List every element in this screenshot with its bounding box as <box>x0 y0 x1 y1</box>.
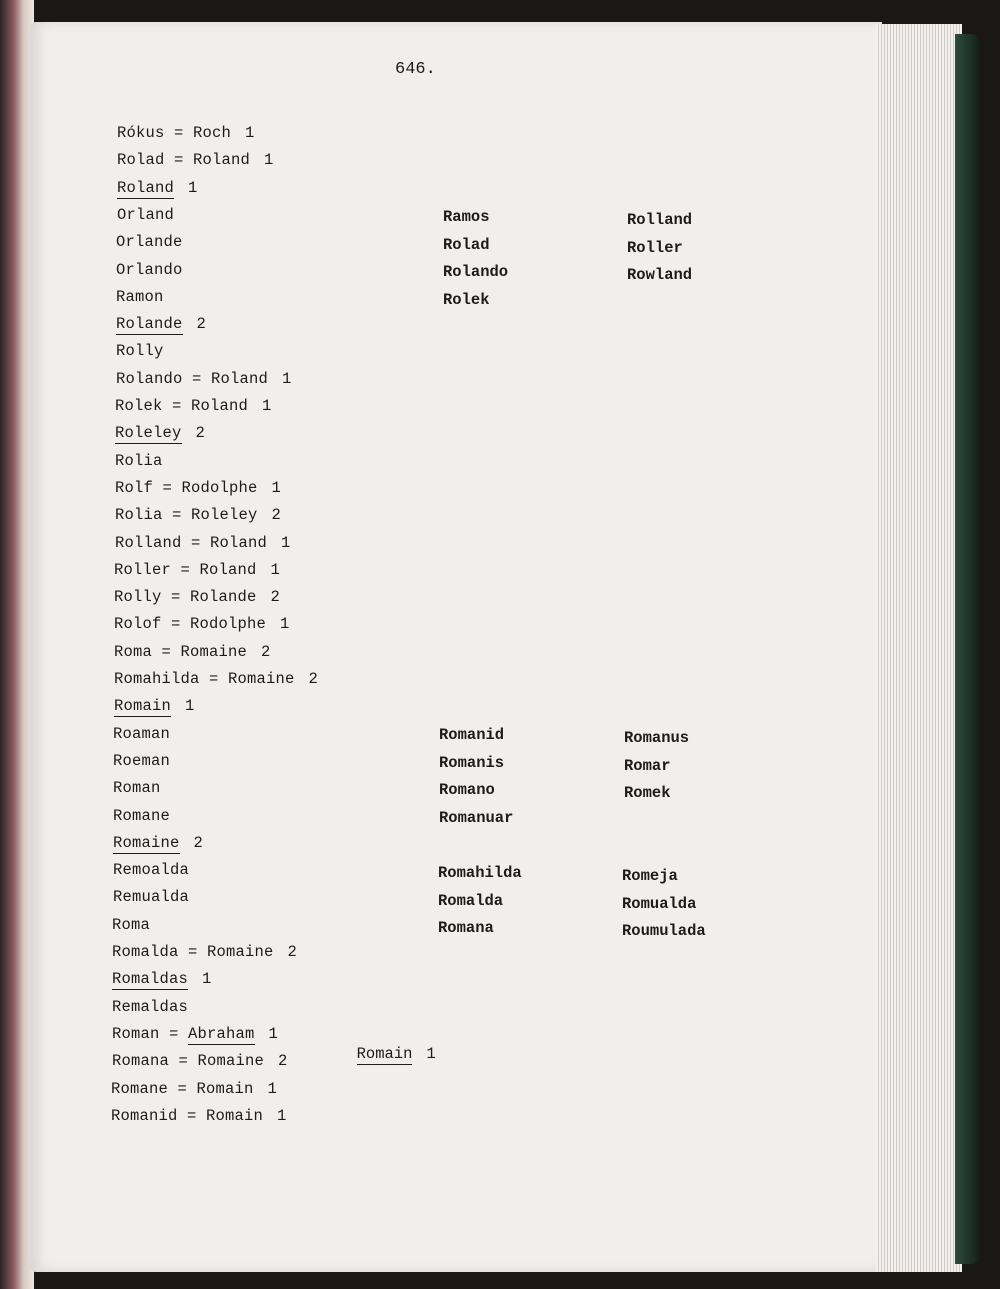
equals-sign: = <box>161 615 191 634</box>
entry-reference: Rodolphe <box>190 615 267 634</box>
entry-line <box>113 807 170 825</box>
entry-count: 2 <box>193 833 204 852</box>
entry-line <box>112 970 212 988</box>
entry-name: Romana <box>112 1052 170 1071</box>
variant-name: Ramos <box>443 208 490 226</box>
entry-line <box>114 643 271 661</box>
entry-line <box>115 397 272 415</box>
entry-name: Rókus <box>117 124 165 142</box>
entry-name: Rolande <box>116 315 183 334</box>
entry-count: 1 <box>277 1106 287 1125</box>
entry-line <box>117 151 274 169</box>
variant-name: Romar <box>624 756 671 775</box>
variant-name: Roller <box>627 238 683 257</box>
entry-line <box>116 315 206 333</box>
entry-line <box>116 288 164 306</box>
entry-line <box>114 697 195 715</box>
entry-name: Romaine <box>113 833 180 852</box>
entry-name: Orlando <box>116 260 183 279</box>
entry-count: 2 <box>261 642 271 661</box>
equals-sign: = <box>178 943 208 961</box>
entry-name: Roman <box>113 779 161 798</box>
entry-line <box>115 479 281 497</box>
entry-name: Romane <box>111 1079 169 1098</box>
entry-reference: Roland <box>211 369 269 388</box>
equals-sign: = <box>159 1024 189 1043</box>
entry-count: 2 <box>195 424 206 443</box>
entry-count: 1 <box>188 178 198 197</box>
equals-sign: = <box>161 588 191 607</box>
entry-reference: Rolande <box>190 588 257 607</box>
entry-name: Rolia <box>115 451 163 470</box>
equals-sign: = <box>153 478 182 497</box>
entry-reference: Roland <box>210 533 268 552</box>
entry-count: 1 <box>281 533 291 552</box>
entry-name: Rolly <box>116 342 164 361</box>
variant-name: Romualda <box>622 894 697 913</box>
entry-line <box>113 834 203 852</box>
entry-name: Rolad <box>117 151 165 170</box>
equals-sign: = <box>152 642 181 661</box>
entry-reference: Roland <box>191 397 249 415</box>
entry-count: 1 <box>185 697 195 716</box>
entry-name: Rolf <box>115 478 154 497</box>
entry-line <box>113 725 170 743</box>
variant-name: Romahilda <box>438 864 522 882</box>
entry-name: Romain <box>114 697 172 716</box>
entry-name: Romaldas <box>112 970 189 989</box>
entry-line <box>116 261 183 279</box>
entry-line <box>111 1107 287 1125</box>
entry-name: Roleley <box>115 424 182 443</box>
entry-line <box>117 179 198 197</box>
entry-line <box>117 206 174 224</box>
entry-count: 2 <box>270 588 281 607</box>
equals-sign: = <box>181 533 211 552</box>
entry-reference: Romain <box>196 1079 254 1098</box>
entry-count: 1 <box>280 615 290 634</box>
entry-name: Orland <box>117 205 175 224</box>
equals-sign: = <box>177 1106 207 1125</box>
left-page-edge <box>0 0 34 1289</box>
entry-line <box>112 1052 288 1070</box>
entry-name: Roaman <box>113 724 171 743</box>
entry-count: 2 <box>278 1052 288 1071</box>
entry-line <box>111 1080 277 1098</box>
variant-name: Rolad <box>443 235 490 254</box>
entry-name: Orlande <box>116 233 183 252</box>
entry-count: 1 <box>282 369 292 388</box>
inline-reference-name: Romain <box>356 1045 413 1063</box>
entry-name: Rolly <box>114 588 162 607</box>
entry-line <box>112 916 150 934</box>
variant-name: Romalda <box>438 891 504 910</box>
variant-name: Rolland <box>627 211 693 229</box>
entry-name: Remualda <box>113 888 190 907</box>
equals-sign: = <box>182 369 212 388</box>
entry-name: Roma <box>112 915 151 934</box>
entry-count: 1 <box>267 1079 278 1098</box>
entry-line <box>113 752 170 770</box>
entry-line <box>113 861 189 879</box>
equals-sign: = <box>164 124 194 142</box>
variant-name: Romanis <box>439 753 505 772</box>
page-stack-edge <box>876 24 962 1272</box>
entry-line <box>114 615 290 633</box>
entry-name: Roman <box>112 1024 160 1043</box>
variant-name: Romana <box>438 919 494 937</box>
entry-reference: Romaine <box>197 1052 265 1071</box>
entry-reference: Roland <box>199 560 257 579</box>
variant-name: Romeja <box>622 867 678 885</box>
entry-count: 1 <box>262 397 272 415</box>
entry-line <box>112 998 188 1016</box>
entry-count: 2 <box>196 315 207 334</box>
entry-name: Rolland <box>115 533 182 552</box>
entry-name: Roma <box>114 642 153 661</box>
variant-name: Romek <box>624 784 671 802</box>
inline-reference <box>338 1027 436 1063</box>
entry-line <box>116 233 183 251</box>
entry-count: 1 <box>270 560 281 579</box>
entry-name: Romahilda <box>114 670 200 688</box>
variant-name: Romanuar <box>439 808 514 827</box>
page-number: 646. <box>395 60 436 79</box>
entry-count: 1 <box>202 970 212 989</box>
entry-name: Remoalda <box>113 861 190 880</box>
entry-count: 2 <box>271 506 282 525</box>
equals-sign: = <box>171 560 200 579</box>
equals-sign: = <box>162 397 192 415</box>
entry-name: Roland <box>117 178 175 197</box>
entry-name: Romalda <box>112 943 179 961</box>
entry-name: Roller <box>114 560 172 579</box>
entry-count: 2 <box>308 670 319 688</box>
entry-line <box>116 370 292 388</box>
variant-name: Romano <box>439 781 495 799</box>
equals-sign: = <box>164 151 194 170</box>
entry-reference: Roch <box>193 124 232 142</box>
variant-name: Roumulada <box>622 922 706 940</box>
equals-sign: = <box>168 1079 197 1098</box>
book-cover-edge <box>955 34 981 1264</box>
entry-name: Romanid <box>111 1106 178 1125</box>
entry-line <box>115 452 163 470</box>
entry-line <box>113 779 161 797</box>
variant-name: Romanid <box>439 726 505 744</box>
variant-name: Rowland <box>627 266 693 284</box>
entry-count: 1 <box>268 1024 279 1043</box>
entry-line <box>112 1025 278 1043</box>
entry-reference: Romaine <box>180 642 248 661</box>
entry-name: Ramon <box>116 287 164 306</box>
entry-reference: Romain <box>206 1106 264 1125</box>
entry-count: 1 <box>271 478 282 497</box>
entry-reference: Romaine <box>207 943 274 961</box>
entry-line <box>112 943 297 961</box>
variant-name: Romanus <box>624 729 690 747</box>
entry-line <box>114 670 318 688</box>
entry-count: 2 <box>287 943 298 961</box>
variant-name: Rolek <box>443 290 490 309</box>
entry-name: Rolando <box>116 369 183 388</box>
entry-name: Rolek <box>115 397 163 415</box>
entry-name: Roeman <box>113 751 171 770</box>
entry-name: Rolof <box>114 615 162 634</box>
entry-reference: Roland <box>193 151 251 170</box>
entry-reference: Romaine <box>228 670 295 688</box>
entry-name: Remaldas <box>112 997 189 1016</box>
entry-count: 1 <box>264 151 274 170</box>
entry-name: Romane <box>113 806 171 825</box>
entry-line <box>116 342 164 360</box>
variant-name: Rolando <box>443 263 509 281</box>
equals-sign: = <box>169 1052 198 1071</box>
entry-reference: Rodolphe <box>181 478 258 497</box>
entry-line <box>113 888 189 906</box>
entry-line <box>115 424 205 442</box>
entry-line <box>117 124 255 142</box>
entry-line <box>114 588 280 606</box>
entry-line <box>115 506 281 524</box>
entry-reference: Abraham <box>188 1024 255 1043</box>
equals-sign: = <box>199 670 229 688</box>
entry-name: Rolia <box>115 506 163 525</box>
inline-reference-number: 1 <box>426 1045 436 1063</box>
equals-sign: = <box>162 506 192 525</box>
entry-count: 1 <box>245 124 255 142</box>
entry-reference: Roleley <box>191 506 258 525</box>
entry-line <box>114 561 280 579</box>
entry-line <box>115 534 291 552</box>
